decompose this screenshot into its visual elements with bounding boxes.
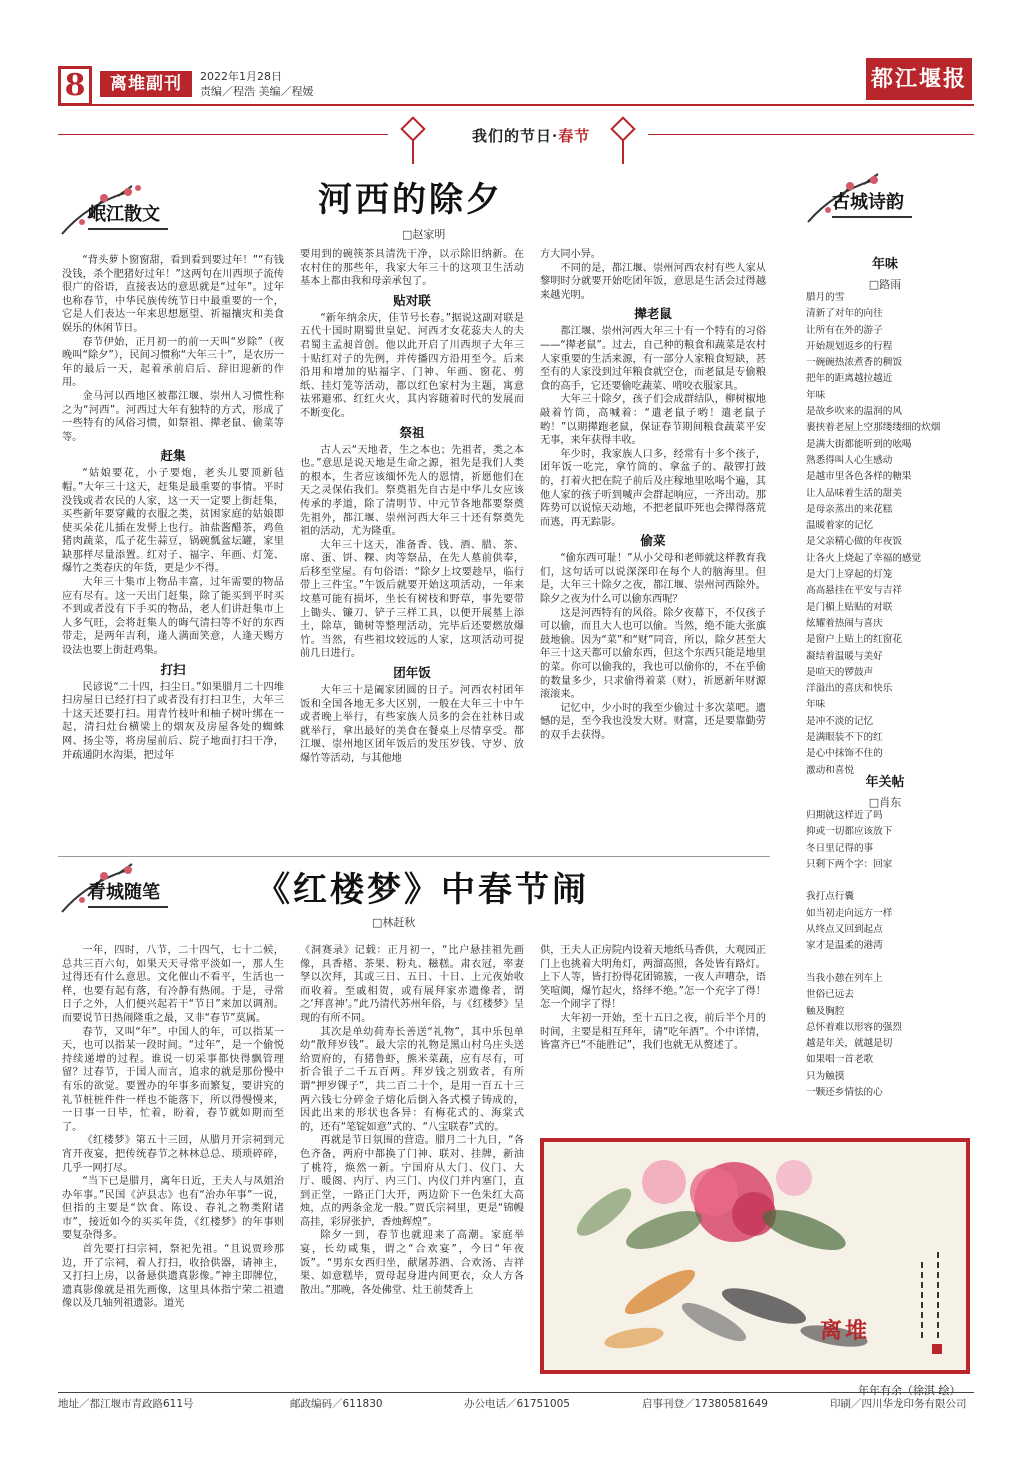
poem-line: 是大门上穿起的灯笼 bbox=[806, 569, 893, 581]
label-underline bbox=[832, 216, 912, 218]
paragraph: 《红楼梦》第五十三回，从腊月开宗祠到元宵开夜宴，把传统春节之林林总总、琐琐碎碎，几乎一网打尽。 bbox=[62, 1135, 284, 1174]
label-underline bbox=[88, 906, 168, 908]
fish-peony-painting bbox=[540, 1138, 970, 1374]
subheading: 撵老鼠 bbox=[634, 306, 672, 322]
paragraph: 《洞赛录》记载：正月初一，“比户悬挂祖先画像，具香楮、茶果、粉丸、糍糕。肃衣冠，率妻孥以次拜，其或三日、五日、十日、上元夜始收而收着。至戚相贺，或有展拜家赤遗像者，谓之‘拜喜神’。”此乃清代苏州年俗，与《红楼梦》呈现的有所不同。 bbox=[300, 945, 524, 1024]
poem-line: 一颗还乡情怯的心 bbox=[806, 1087, 883, 1099]
label-minjiang-text: 岷江散文 bbox=[88, 204, 160, 225]
subheading: 打扫 bbox=[160, 661, 186, 677]
footer-office-phone: 办公电话／61751005 bbox=[464, 1398, 570, 1410]
masthead-logo: 都江堰报 bbox=[866, 58, 972, 100]
column-stamp: 离堆 bbox=[820, 1318, 871, 1344]
article1-column-3 bbox=[540, 248, 766, 840]
paragraph: 金马河以西地区被都江堰、崇州人习惯性称之为“河西”。河西过大年有独特的方式，形成了一些特有的风俗习惯，如祭祖、撵老鼠、偷菜等等。 bbox=[62, 390, 284, 443]
poem-line: 是喧天的锣鼓声 bbox=[806, 666, 874, 678]
poem1-title: 年味 bbox=[871, 257, 898, 272]
editor-credits: 责编／程浩 美编／程媛 bbox=[200, 85, 314, 98]
poem-line bbox=[806, 873, 976, 889]
header-rule bbox=[58, 104, 974, 106]
poem-line: 裹挟着老屋上空那缕缕细的炊烟 bbox=[806, 422, 941, 434]
poem-line: 触及胸腔 bbox=[806, 1005, 845, 1017]
chinese-knot-icon bbox=[400, 116, 425, 141]
poem-line: 是父亲精心做的年夜饭 bbox=[806, 536, 902, 548]
paragraph: 供，王夫人正房院内设着天地纸马香供，大观园正门上也挑着大明角灯，两溜高照，各处皆有路灯。上下人等，皆打扮得花团锦簇，一夜人声嘈杂，语笑喧阗，爆竹起火，络绎不绝。”怎一个充字了得！怎一个闹字了得！ bbox=[540, 945, 766, 1011]
subheading: 偷菜 bbox=[640, 533, 666, 549]
paragraph: 春节伊始，正月初一的前一天叫“岁除”（夜晚叫“除夕”），民间习惯称“大年三十”，是农历一年的最后一天，起着承前启后、辞旧迎新的作用。 bbox=[62, 336, 284, 389]
poem-line: 一碗碗热浓煮香的稠饭 bbox=[806, 357, 902, 369]
banner-prefix: 我们的节日· bbox=[472, 127, 559, 145]
article2-byline: □林赶秋 bbox=[372, 916, 416, 929]
poem-line: 高高悬挂在平安与吉祥 bbox=[806, 585, 902, 597]
paragraph: “偷东西可耻！”从小父母和老师就这样教育我们，这句话可以说深深印在每个人的脑海里。但是，大年三十除夕之夜，都江堰、崇州河西除外。除夕之夜为什么可以偷东西呢？ bbox=[540, 553, 766, 606]
poem2-author: □肖东 bbox=[868, 796, 902, 809]
poem-line: 年味 bbox=[806, 389, 826, 401]
paragraph: 其次是单幼荷寿长善送“礼物”，其中乐包单幼“散拜岁钱”。最大宗的礼物是黑山村乌庄头送给贾府的，有猪鲁虾，熊米菜蔬，应有尽有，可折合银子二千五百两。拜岁钱之别致者，有所谓“押岁锞子”，共二百二十个，是用一百五十三两六钱七分碎金子熔化后倒入各式模子铸成的，因此出来的形状也各异：有梅花式的、海棠式的，还有“笔锭如意”式的、“八宝联春”式的。 bbox=[300, 1026, 524, 1133]
paragraph: 大年三十除夕，孩子们会成群结队，柳树椒地敲着竹筒，高喊着：“遣老鼠子哟！遣老鼠子哟！”以期撵跑老鼠，保证春节期间粮食蔬菜平安无事，来年获得丰收。 bbox=[540, 394, 766, 447]
tassel-icon bbox=[412, 140, 414, 164]
poem-line: 洋溢出的喜庆和快乐 bbox=[806, 683, 893, 695]
poem-line: 清新了对年的向往 bbox=[806, 308, 883, 320]
section-name: 离堆副刊 bbox=[100, 71, 192, 97]
paragraph: “当下已是腊月，离年日近，王夫人与凤姐治办年事。”民国《泸县志》也有“治办年事”一说，但指的主要是“饮食、陈设、春礼之物类附诸市”，接近如今的买买年货，《红楼梦》的年事则要复杂得多。 bbox=[62, 1176, 284, 1242]
footer bbox=[58, 1392, 974, 1414]
label-underline bbox=[88, 228, 168, 230]
paragraph: 都江堰、崇州河西大年三十有一个特有的习俗——“撵老鼠”。过去，自己种的粮食和蔬菜是农村人家重要的生活来源，有一部分人家粮食短缺，甚至有的人家没到过年粮食就空仓，而老鼠是专偷粮食的高手，它还要偷吃蔬菜、啃咬衣服家具。 bbox=[540, 326, 766, 392]
paragraph: 要用到的碗筷茶具清洗干净，以示除旧纳新。在农村住的那些年，我家大年三十的这项卫生活动基本上都由我和母亲承包了。 bbox=[300, 249, 524, 288]
paragraph: “背头萝卜窗窗甜，看到看到要过年！”“有钱没钱，杀个肥猪好过年！”这两句在川西坝子流传很广的俗语，直接表达的意思就是“过年”。过年也称春节，中华民族传统节日中最重要的一个，它是人们表达一年来思想愿望、祈福攘灾和美食娱乐的休闲节日。 bbox=[62, 255, 284, 334]
paragraph: 方大同小异。 bbox=[540, 249, 602, 260]
subheading: 团年饭 bbox=[393, 665, 431, 681]
subheading: 赶集 bbox=[160, 448, 186, 464]
page-number: 8 bbox=[58, 66, 92, 106]
banner-highlight: 春节 bbox=[558, 127, 591, 145]
painting-artwork bbox=[544, 1142, 966, 1370]
poem-line: 从终点又回到起点 bbox=[806, 924, 883, 936]
article1-title: 河西的除夕 bbox=[318, 180, 503, 220]
poem-line: 让各火上烧起了幸福的感觉 bbox=[806, 552, 922, 564]
tassel-icon bbox=[622, 140, 624, 164]
footer-postcode: 邮政编码／611830 bbox=[290, 1398, 383, 1410]
paragraph: 大年初一开始，至十五日之夜，前后半个月的时间，主要是相互拜年，请“吃年酒”。个中详情，皆富齐已“不能胜记”，我们也就无从赘述了。 bbox=[540, 1012, 766, 1052]
paragraph: 民谚说“二十四，扫尘日。”如果腊月二十四堆扫房屋日已经打扫了或者没有打扫卫生，大年三十这天还要打扫。用青竹枝叶和柚子树叶绑在一起，清扫灶台横梁上的烟灰及房屋各处的蜘蛛网、扬尘等，将房屋前后、院子地面打扫干净，并疏通阴水沟渠，把过年 bbox=[62, 681, 284, 761]
label-minjiang bbox=[58, 184, 208, 244]
poem-line: 越是年关，就越是切 bbox=[806, 1038, 893, 1050]
banner-title bbox=[472, 126, 590, 146]
poem-line: 是满大街都能听到的吆喝 bbox=[806, 438, 912, 450]
poem-line: 如当初走向远方一样 bbox=[806, 907, 893, 919]
poem-line: 如果唱一首老歌 bbox=[806, 1054, 874, 1066]
poem-line: 世俗已远去 bbox=[806, 989, 854, 1001]
poem-line: 凝结着温暖与美好 bbox=[806, 650, 883, 662]
paragraph: 大年三十这天，准备香、钱、酒、腊、茶、席、蛋、饼、粿、肉等祭品，在先人墓前供奉，后移至堂屋。有句俗语：“除夕上坟要趁早，临行带上三件宝。”午饭后就要开始这项活动，一年来坟墓可能有损坏，坐长有树枝和野草，事先要带上锄头、镰刀、铲子三样工具，以便开展墓上添土，除草，锄树等整理活动，完毕后还要燃放爆竹。当然，有些祖坟较远的人家，这项活动可提前几日进行。 bbox=[300, 539, 524, 660]
paragraph: 一年，四时，八节，二十四气，七十二候，总共三百六旬，如果天天寻常平淡如一，那人生过得还有什么意思。文化催山不看平，生活也一样，也要有起有落，有冷静有热闹。于是，寻常日子之外，人们便兴起若干“节日”来加以调剂。而要说节日热闹隆重之最，又非“春节”莫属。 bbox=[62, 945, 284, 1024]
article2-column-3 bbox=[540, 944, 766, 1132]
article2-column-2 bbox=[300, 944, 524, 1382]
paragraph: 首先要打扫宗祠，祭祀先祖。“且说贾珍那边，开了宗祠，着人打扫，收拾供器，请神主，又打扫上房，以备悬供遗真影像。”神主即牌位，遗真影像就是祖先画像，这里具体指宁荣二祖遗像以及几轴列祖遗影。道光 bbox=[62, 1244, 284, 1310]
poem-line: 是冲不淡的记忆 bbox=[806, 715, 874, 727]
poem-line bbox=[806, 955, 976, 971]
poem-line: 家才是温柔的港湾 bbox=[806, 940, 883, 952]
painting-caption: 年年有余（徐淇 绘） bbox=[858, 1384, 961, 1397]
poem-line: 让人品味着生活的甜美 bbox=[806, 487, 902, 499]
article1-column-2 bbox=[300, 248, 524, 840]
poem1-author: □路雨 bbox=[868, 278, 902, 291]
poem-line: 我打点行囊 bbox=[806, 891, 854, 903]
label-qingcheng-text: 青城随笔 bbox=[88, 882, 160, 903]
paragraph: 年少时，我家族人口多，经常有十多个孩子，团年饭一吃完，拿竹筒的、拿盆子的、敲锣打鼓的，打着火把在院子前后及庄稼地里吆喝个遍，其他人家的孩子听到喊声会群起响应，一齐出动。那阵势可以说惊天动地，不把老鼠吓死也会撵得落荒而逃，再无踪影。 bbox=[540, 448, 766, 528]
label-gucheng bbox=[804, 172, 954, 232]
poem-line: 腊月的雪 bbox=[806, 292, 845, 303]
footer-printer: 印刷／四川华龙印务有限公司 bbox=[830, 1398, 967, 1410]
poem-line: 是满眼装不下的红 bbox=[806, 732, 883, 744]
poem-line: 冬日里记得的事 bbox=[806, 842, 874, 854]
label-qingcheng bbox=[58, 862, 208, 922]
poem-line: 只为触摸 bbox=[806, 1070, 845, 1082]
paragraph: 除夕一到，春节也就迎来了高潮。家庭举宴，长幼咸集，谓之“合欢宴”，今曰“年夜饭”。“男东女西归坐，献屠苏酒、合欢汤、吉祥果、如意糕毕，贾母起身进内间更衣，众人方各散出。”那晚，各处佛堂、灶王前焚香上 bbox=[300, 1230, 524, 1296]
poem-line: 归期就这样近了吗 bbox=[806, 810, 883, 821]
article1-column-1 bbox=[62, 254, 284, 840]
article1-byline: □赵家明 bbox=[402, 228, 446, 241]
poem-line: 年味 bbox=[806, 699, 826, 711]
poem-line: 是越市里各色各样的糖果 bbox=[806, 471, 912, 483]
poem-line: 熟悉得叫人心生感动 bbox=[806, 454, 893, 466]
poem-line: 当我小憩在列车上 bbox=[806, 972, 883, 984]
paragraph: 不同的是，都江堰、崇州河西农村有些人家从黎明时分就要开始吃团年饭，意思是生活会过得越来越光明。 bbox=[540, 262, 766, 301]
poem-line: 激动和喜悦 bbox=[806, 764, 854, 776]
poem-line: 是窗户上贴上的红窗花 bbox=[806, 634, 902, 646]
label-gucheng-text: 古城诗韵 bbox=[832, 192, 904, 213]
poem-line: 是门楣上贴贴的对联 bbox=[806, 601, 893, 613]
poem-line: 是心中抹饰不住的 bbox=[806, 748, 883, 760]
footer-ads-phone: 启事刊登／17380581649 bbox=[642, 1398, 768, 1410]
poem1-body bbox=[806, 290, 976, 776]
poem-line: 开始规划返乡的行程 bbox=[806, 340, 893, 352]
festival-banner bbox=[58, 114, 974, 166]
paragraph: 古人云“天地者，生之本也；先祖者，类之本也。”意思是说天地是生命之源，祖先是我们人类的根本，生者应该缅怀先人的恩情，祈愿他们在天之灵保佑我们。祭奠祖先自古是中华儿女应该传承的孝道，除了清明节、中元节各地都要祭奠先祖外，都江堰、崇州河西大年三十还有祭奠先祖的活动，尤为隆重。 bbox=[300, 444, 524, 538]
paragraph: 再就是节日氛围的营造。腊月二十九日，“各色齐备，两府中都换了门神、联对、挂牌，新油了桃符，焕然一新。宁国府从大门、仪门、大厅、暖阁、内厅、内三门、内仪门并内塞门，直到正堂，一路正门大开，两边阶下一色朱红大高烛，点的两条金龙一般。”贾氏宗祠里，更是“锦幔高挂，彩屏张护，香烛辉煌”。 bbox=[300, 1135, 524, 1228]
paragraph: 春节，又叫“年”。中国人的年，可以指某一天，也可以指某一段时间。“过年”，是一个偷悦持续递增的过程。谁说一切采事都快得飘管理留？过春节，于国人而言，追求的就是那份慢中有乐的欲觉。要置办的年事多而繁复，要讲究的礼节桩桩件件一样也不能落下，所以得慢慢来，一日事一日毕，忙着，盼着，春节就如期而至了。 bbox=[62, 1026, 284, 1133]
article2-column-1 bbox=[62, 944, 284, 1382]
poem-line: 炫耀着热闹与喜庆 bbox=[806, 617, 883, 629]
paragraph: “姑娘要花，小子要炮，老头儿要顶新毡帽。”大年三十这天，赶集是最重要的事情。平时没钱或者农民的人家，这一天一定要上街赶集，买些新年要穿戴的衣服之类，贫困家庭的姑娘即使买朵花儿插在发髻上也行。油盐酱醋茶，鸡鱼猪肉蔬菜，瓜子花生蒜豆，锅碗瓢盆坛罐，家里缺那样尽量添置。红对子、福字、年画、灯笼、爆竹之类春庆的年货，更是少不得。 bbox=[62, 468, 284, 575]
poem2-title: 年关帖 bbox=[865, 775, 905, 790]
paragraph: 这是河西特有的风俗。除夕夜幕下，不仅孩子可以偷，而且大人也可以偷。当然，绝不能大张旗鼓地偷。因为“菜”和“财”同音，所以，除夕甚至大年三十这天都可以偷东西，但这个东西只能是地里的菜。你可以偷我的，我也可以偷你的，不在乎偷的数量多少，只求偷得着菜（财），祈愿新年财源滚滚来。 bbox=[540, 607, 766, 701]
banner-line-right bbox=[648, 134, 974, 135]
paragraph: “新年纳余庆，佳节号长春。”据说这副对联是五代十国时期蜀世皇妃、河西才女花蕊夫人的夫君蜀主孟昶首创。他以此开启了川西坝子大年三十贴红对子的先例，并传播四方沿用至今。后来沿用和增加的贴福字、门神、年画、窗花、剪纸、挂灯笼等活动，都以红色家村为主题，寓意祛邪避邪、红红火火，其内容随着时代的发展而不断变化。 bbox=[300, 312, 524, 419]
issue-date: 2022年1月28日 bbox=[200, 70, 282, 83]
banner-line-left bbox=[58, 134, 388, 135]
poem2-body bbox=[806, 808, 976, 1108]
poem-line: 是母亲蒸出的来花糕 bbox=[806, 503, 893, 515]
footer-address: 地址／都江堰市青政路611号 bbox=[58, 1398, 194, 1410]
article-divider bbox=[58, 856, 770, 857]
paragraph: 大年三十集市上物品丰富，过年需要的物品应有尽有。这一天出门赶集，除了能买到平时买不到或者没有下手买的物品，老人们讲赶集市上人多气旺，会将赶集人的晦气清扫等不好的东西带走，是两年吉利，逢人满面笑意，人逢天赐方设法也要上街赶鸡集。 bbox=[62, 577, 284, 657]
subheading: 祭祖 bbox=[399, 424, 425, 440]
paragraph: 大年三十是阖家团圆的日子。河西农村团年饭和全国各地无多大区别，一般在大年三十中午或者晚上举行，有些家族人员多的会在社林日或就举行，拿出最好的美食在餐桌上尽情享受。都江堰、崇州地区团年饭后的发压岁钱、守岁、放爆竹等活动，与其他地 bbox=[300, 685, 524, 764]
poem-line: 总怀着难以形容的强烈 bbox=[806, 1021, 902, 1033]
poem-line: 只剩下两个字：回家 bbox=[806, 858, 893, 870]
poem-line: 让所有在外的游子 bbox=[806, 324, 883, 336]
poem-line: 抑或一切都应该放下 bbox=[806, 826, 893, 838]
poem-line: 是故乡吹来的温润的风 bbox=[806, 406, 902, 418]
poem-line: 把年的距离越拉越近 bbox=[806, 373, 893, 385]
subheading: 贴对联 bbox=[393, 292, 431, 308]
article2-title: 《红楼梦》中春节闹 bbox=[256, 870, 589, 910]
paragraph: 记忆中，少小时的我至少偷过十多次菜吧。遗憾的是，至今我也没发大财。财富，还是要靠勤劳的双手去获得。 bbox=[540, 702, 766, 741]
poem-line: 温暖着家的记忆 bbox=[806, 520, 874, 532]
chinese-knot-icon bbox=[610, 116, 635, 141]
